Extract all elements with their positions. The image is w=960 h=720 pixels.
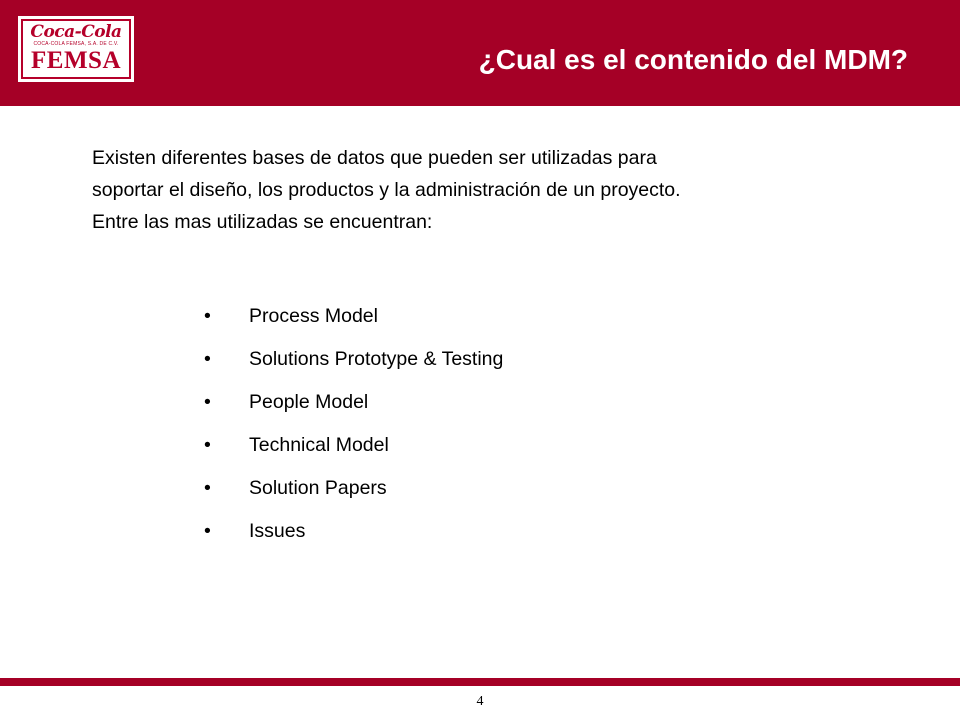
list-item [200, 341, 503, 384]
logo-frame [21, 19, 131, 79]
list-item [200, 298, 503, 341]
list-item-label: Solution Papers [249, 477, 387, 499]
list-item-label: Issues [249, 520, 306, 542]
bullet-icon: • [204, 348, 211, 370]
slide-title: ¿Cual es el contenido del MDM? [478, 44, 908, 75]
bullet-icon: • [204, 520, 211, 542]
list-item-label: Technical Model [249, 434, 389, 456]
footer-bar [0, 678, 960, 686]
list-item-label: Process Model [249, 305, 378, 327]
bullet-icon: • [204, 477, 211, 499]
list-item-label: People Model [249, 391, 369, 413]
logo-company-line: COCA-COLA FEMSA, S.A. DE C.V. [33, 41, 119, 47]
intro-line: soportar el diseño, los productos y la administración de un proyecto. [92, 179, 681, 201]
list-item [200, 384, 503, 427]
logo-wordmark: FEMSA [31, 47, 121, 74]
bullet-list [200, 298, 503, 556]
bullet-icon: • [204, 391, 211, 413]
bullet-icon: • [204, 305, 211, 327]
list-item-label: Solutions Prototype & Testing [249, 348, 504, 370]
intro-line: Existen diferentes bases de datos que pueden ser utilizadas para [92, 147, 657, 169]
page-number: 4 [476, 694, 484, 709]
header-bar [0, 0, 960, 106]
bullet-icon: • [204, 434, 211, 456]
coca-cola-femsa-logo [18, 16, 134, 82]
intro-paragraph [92, 142, 872, 238]
list-item [200, 427, 503, 470]
list-item [200, 513, 503, 556]
logo-script: Coca-Cola [30, 22, 122, 42]
intro-line: Entre las mas utilizadas se encuentran: [92, 211, 433, 233]
list-item [200, 470, 503, 513]
